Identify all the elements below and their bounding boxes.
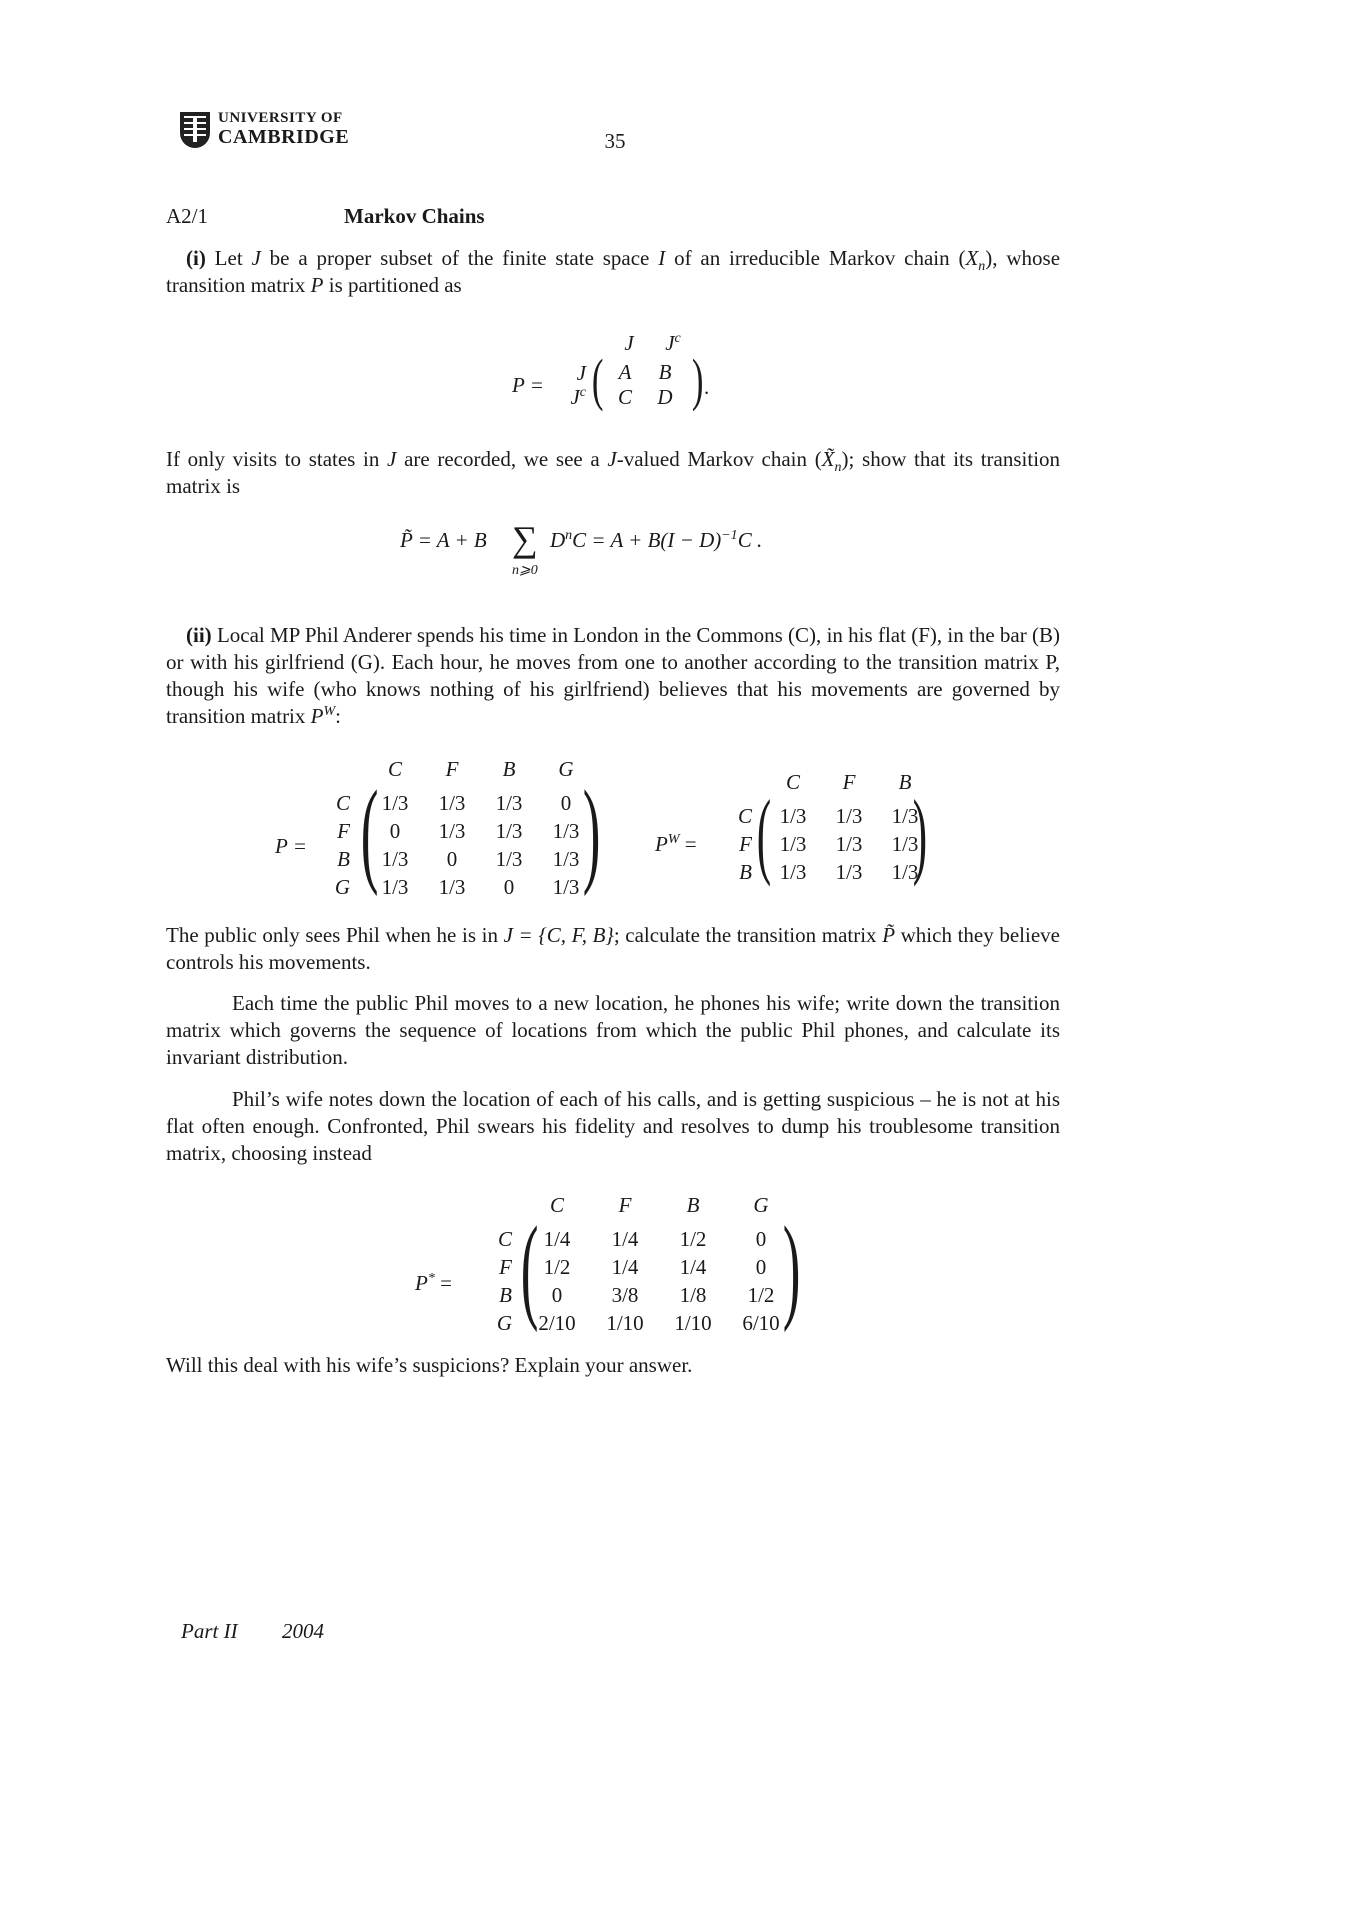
matrix-cell: 1/3 <box>891 804 919 828</box>
sum-symbol: ∑ <box>512 519 538 559</box>
matrix-cell: 1/3 <box>552 819 580 843</box>
col-header: B <box>686 1193 700 1217</box>
col-header: G <box>558 757 574 781</box>
footer-part: Part II <box>181 1619 238 1643</box>
block-col-header: J <box>624 331 634 355</box>
matrix-P-name: P = <box>275 834 307 858</box>
matrix-cell: 3/8 <box>611 1283 639 1307</box>
row-label: G <box>334 875 350 899</box>
logo-line2: CAMBRIDGE <box>218 126 350 148</box>
p2-c: ; calculate the transition matrix <box>613 923 877 947</box>
col-header: B <box>898 770 912 794</box>
transition-formula <box>400 519 860 585</box>
matrix-Pstar: P* = ( ) C F B G C F B G 1/4 1/4 1/2 0 1/2 1/4 1/4 0 0 3/8 1/8 1/2 2/10 1/10 1/10 6/10 <box>415 1193 801 1335</box>
matrix-cell: 1/8 <box>679 1283 707 1307</box>
col-header: F <box>842 770 856 794</box>
col-header: C <box>785 770 800 794</box>
matrix-cell: 1/3 <box>381 875 409 899</box>
matrix-cell: 0 <box>389 819 401 843</box>
part-i-text-e: is partitioned as <box>328 273 462 297</box>
question-code: A2/1 <box>166 204 208 228</box>
part-i-text-b: be a proper subset of the finite state space <box>269 246 650 270</box>
matrix-cell: 1/3 <box>891 832 919 856</box>
block-matrix: P = J $J^c$ J $J^c$ ( ) . A B C D <box>512 331 710 412</box>
matrix-cell: 1/4 <box>611 1255 639 1279</box>
p2-d: which they believe controls his movements. <box>166 923 1060 974</box>
block-cell: C <box>617 385 632 409</box>
part-i-recorded-text: If only visits to states in J are recorded, we see a J-valued Markov chain $(X̃_n)$; show that its transition matrix is <box>166 447 1061 498</box>
matrix-cell: 1/3 <box>835 860 863 884</box>
matrix-cell: 1/4 <box>543 1227 571 1251</box>
phones-wife-text: Each time the public Phil moves to a new location, he phones his wife; write down the transition matrix which governs the sequence of locations from which the public Phil phones, and calculate its invariant distribution. <box>166 991 1060 1069</box>
col-header: F <box>445 757 459 781</box>
part-i-text-d: , whose transition matrix <box>166 246 1061 297</box>
matrix-cell: 1/3 <box>381 847 409 871</box>
formula-lhs: P̃ = A + B <box>400 528 487 552</box>
matrix-cell: 1/3 <box>779 860 807 884</box>
matrix-cell: 1/10 <box>606 1311 644 1335</box>
block-cell: D <box>657 385 673 409</box>
matrix-cell: 1/3 <box>495 819 523 843</box>
p2-b: J = {C, F, B} <box>503 923 614 947</box>
matrix-PW-name: $P^W$ = <box>655 832 697 856</box>
p2-a: The public only sees Phil when he is in <box>166 923 498 947</box>
col-header: G <box>753 1193 769 1217</box>
matrix-cell: 0 <box>755 1255 767 1279</box>
row-label: C <box>497 1227 512 1251</box>
matrix-cell: 1/3 <box>552 847 580 871</box>
block-row-label: J <box>576 361 586 385</box>
matrix-cell: 6/10 <box>742 1311 780 1335</box>
suspicious-text: Phil’s wife notes down the location of each of his calls, and is getting suspicious – he is not at his flat often enough. Confronted, Phil swears his fidelity and resolves to dump his troublesome transition matrix, choosing instead <box>166 1087 1060 1165</box>
matrix-cell: 1/3 <box>438 819 466 843</box>
row-label: B <box>337 847 350 871</box>
matrix-Pstar-name: P* = <box>415 1271 452 1295</box>
row-label: F <box>499 1255 512 1279</box>
public-sees-text: The public only sees Phil when he is in J = {C, F, B}; calculate the transition matrix P̃ which they believe controls his movements. <box>166 923 1060 974</box>
part-ii-intro: (ii) Local MP Phil Anderer spends his time in London in the Commons (C), in his flat (F), in the bar (B) or with his girlfriend (G). Each hour, he moves from one to another according to the transition matrix P, though his wife (who knows nothing of his girlfriend) believes that his movements are governed by transition matrix $P^W$: <box>166 623 1061 728</box>
final-question: Will this deal with his wife’s suspicions? Explain your answer. <box>166 1353 693 1377</box>
matrix-cell: 0 <box>560 791 572 815</box>
matrix-cell: 1/3 <box>891 860 919 884</box>
matrix-cell: 1/2 <box>747 1283 775 1307</box>
row-label: F <box>337 819 350 843</box>
part-i-text-a: Let <box>214 246 243 270</box>
block-cell: B <box>658 360 672 384</box>
page-number: 35 <box>604 129 626 153</box>
part-i-label: (i) <box>186 246 206 270</box>
matrix-cell: 1/3 <box>835 832 863 856</box>
part-ii-label: (ii) <box>186 623 212 647</box>
university-logo <box>218 110 349 148</box>
block-col-header: $J^c$ <box>665 331 681 355</box>
block-row-label: $J^c$ <box>570 385 586 409</box>
part-i-p2-b: are recorded, we see a <box>404 447 600 471</box>
sum-subscript: n⩾0 <box>512 563 538 578</box>
matrix-cell: 1/4 <box>679 1255 707 1279</box>
col-header: C <box>387 757 402 781</box>
cambridge-shield-icon <box>180 112 210 148</box>
matrix-cell: 1/3 <box>495 791 523 815</box>
logo-line1: UNIVERSITY OF <box>218 110 343 126</box>
row-label: B <box>739 860 752 884</box>
matrix-cell: 0 <box>755 1227 767 1251</box>
col-header: B <box>502 757 516 781</box>
matrix-cell: 1/4 <box>611 1227 639 1251</box>
matrix-cell: 1/3 <box>835 804 863 828</box>
part-i-intro: (i) Let J be a proper subset of the finite state space I of an irreducible Markov chain $(X_n)$, whose transition matrix P is partitioned as <box>166 246 1061 297</box>
part-i-p2-c: -valued Markov chain <box>616 447 808 471</box>
matrix-cell: 1/3 <box>438 791 466 815</box>
matrix-cell: 1/3 <box>552 875 580 899</box>
matrix-cell: 1/2 <box>679 1227 707 1251</box>
matrix-cell: 1/3 <box>381 791 409 815</box>
part-ii-text: Local MP Phil Anderer spends his time in London in the Commons (C), in his flat (F), in the bar (B) or with his girlfriend (G). Each hour, he moves from one to another according to the transition matrix P, though his wife (who knows nothing of his girlfriend) believes that his movements are governed by transition matrix <box>166 623 1061 728</box>
formula-rhs: $D^nC = A + B(I - D)^{-1}C$ . <box>550 528 763 552</box>
matrix-cell: 0 <box>503 875 515 899</box>
row-label: G <box>496 1311 512 1335</box>
row-label: C <box>335 791 350 815</box>
matrix-P: P = ( ) C F B G C F B G 1/3 1/3 1/3 0 0 1/3 1/3 1/3 1/3 0 1/3 1/3 1/3 1/3 0 1/3 <box>275 757 601 899</box>
part-i-p2-d: ; show that its transition matrix is <box>166 447 1061 498</box>
matrix-cell: 2/10 <box>538 1311 576 1335</box>
block-cell: A <box>618 360 632 384</box>
matrix-cell: 1/10 <box>674 1311 712 1335</box>
matrix-cell: 1/3 <box>779 832 807 856</box>
part-i-p2-a: If only visits to states in <box>166 447 380 471</box>
matrix-cell: 1/3 <box>495 847 523 871</box>
matrix-cell: 1/3 <box>438 875 466 899</box>
matrix-cell: 1/3 <box>779 804 807 828</box>
part-i-text-c: of an irreducible Markov chain <box>674 246 950 270</box>
row-label: F <box>739 832 752 856</box>
matrix-PW: $P^W$ = ( ) C F B C F B 1/3 1/3 1/3 1/3 1/3 1/3 1/3 1/3 1/3 <box>650 765 950 885</box>
row-label: B <box>499 1283 512 1307</box>
question-title: Markov Chains <box>344 204 485 228</box>
footer-year: 2004 <box>282 1619 324 1643</box>
col-header: C <box>549 1193 564 1217</box>
row-label: C <box>737 804 752 828</box>
matrix-cell: 0 <box>446 847 458 871</box>
matrix-cell: 1/2 <box>543 1255 571 1279</box>
col-header: F <box>618 1193 632 1217</box>
matrix-cell: 0 <box>551 1283 563 1307</box>
